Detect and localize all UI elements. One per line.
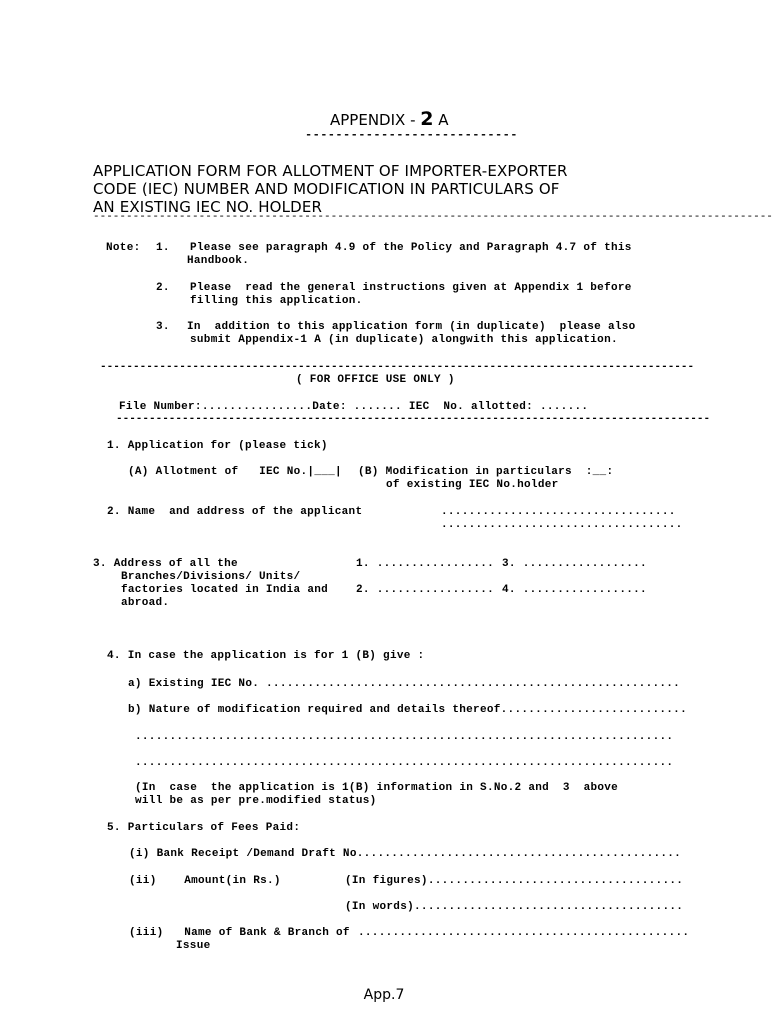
q4-label: 4. In case the application is for 1 (B) give : [107, 650, 425, 662]
q5-bank-name-label-line-1: (iii) Name of Bank & Branch of [129, 927, 350, 939]
q4-note-line-1: (In case the application is 1(B) information in S.No.2 and 3 above [135, 782, 619, 794]
note-3-line-2: submit Appendix-1 A (in duplicate) alongwith this application. [190, 334, 618, 346]
q3-label-line-4: abroad. [121, 597, 170, 609]
q3-field-3: 3. .................. [502, 558, 647, 570]
note-2-line-1: Please read the general instructions given at Appendix 1 before [190, 282, 632, 294]
office-use-rule-top: ------------------------------------------------------------------------------------------ [100, 361, 695, 373]
appendix-title [330, 108, 449, 130]
q4-dots-line-2: .............................................................................. [135, 757, 674, 769]
q2-dots-1: .................................. [441, 506, 676, 518]
q4-dots-line-1: .............................................................................. [135, 731, 674, 743]
q1-option-b-line-1: (B) Modification in particulars :__: [358, 466, 614, 478]
q2-dots-2: ................................... [441, 519, 683, 531]
form-heading-line-2: CODE (IEC) NUMBER AND MODIFICATION IN PARTICULARS OF [93, 180, 560, 198]
form-heading-line-3: AN EXISTING IEC NO. HOLDER [93, 198, 323, 216]
appendix-number: 2 [420, 108, 434, 130]
q2-label: 2. Name and address of the applicant [107, 506, 363, 518]
q1-option-b-line-2: of existing IEC No.holder [386, 479, 559, 491]
q5-amount-figures: (In figures)..................................... [345, 875, 684, 887]
q3-field-4: 4. .................. [502, 584, 647, 596]
note-2-line-2: filling this application. [190, 295, 363, 307]
q5-bank-name-dots: ................................................ [358, 927, 690, 939]
q5-bank-receipt: (i) Bank Receipt /Demand Draft No............................................... [129, 848, 682, 860]
office-use-file-line: File Number:................Date: ....... IEC No. allotted: ....... [119, 401, 589, 413]
q5-label: 5. Particulars of Fees Paid: [107, 822, 301, 834]
office-use-label: ( FOR OFFICE USE ONLY ) [296, 374, 455, 386]
q1-label: 1. Application for (please tick) [107, 440, 328, 452]
page-number: App.7 [363, 987, 405, 1003]
note-label: Note: [106, 242, 141, 254]
appendix-prefix: APPENDIX - [330, 111, 421, 129]
note-1-number: 1. [156, 242, 170, 254]
q4-modification-nature: b) Nature of modification required and details thereof........................... [128, 704, 687, 716]
q1-option-a: (A) Allotment of IEC No.|___| [128, 466, 342, 478]
note-1-line-1: Please see paragraph 4.9 of the Policy and Paragraph 4.7 of this [190, 242, 632, 254]
note-1-line-2: Handbook. [187, 255, 250, 267]
q4-note-line-2: will be as per pre.modified status) [135, 795, 377, 807]
note-3-number: 3. [156, 321, 170, 333]
appendix-underline: ---------------------------- [305, 128, 518, 142]
note-2-number: 2. [156, 282, 170, 294]
note-3-line-1: In addition to this application form (in duplicate) please also [187, 321, 636, 333]
heading-divider: ------------------------------------------------------------------------------------------------------- [93, 211, 773, 223]
q4-existing-iec: a) Existing IEC No. ............................................................ [128, 678, 681, 690]
q5-bank-name-label-line-2: Issue [176, 940, 211, 952]
q3-field-1: 1. ................. [356, 558, 495, 570]
office-use-rule-bottom: ------------------------------------------------------------------------------------------ [116, 413, 711, 425]
q3-label-line-1: 3. Address of all the [93, 558, 238, 570]
q3-label-line-2: Branches/Divisions/ Units/ [121, 571, 301, 583]
q3-label-line-3: factories located in India and [121, 584, 329, 596]
appendix-suffix: A [433, 111, 449, 129]
q5-amount-label: (ii) Amount(in Rs.) [129, 875, 281, 887]
q5-amount-words: (In words)....................................... [345, 901, 684, 913]
form-heading-line-1: APPLICATION FORM FOR ALLOTMENT OF IMPORTER-EXPORTER [93, 162, 568, 180]
q3-field-2: 2. ................. [356, 584, 495, 596]
